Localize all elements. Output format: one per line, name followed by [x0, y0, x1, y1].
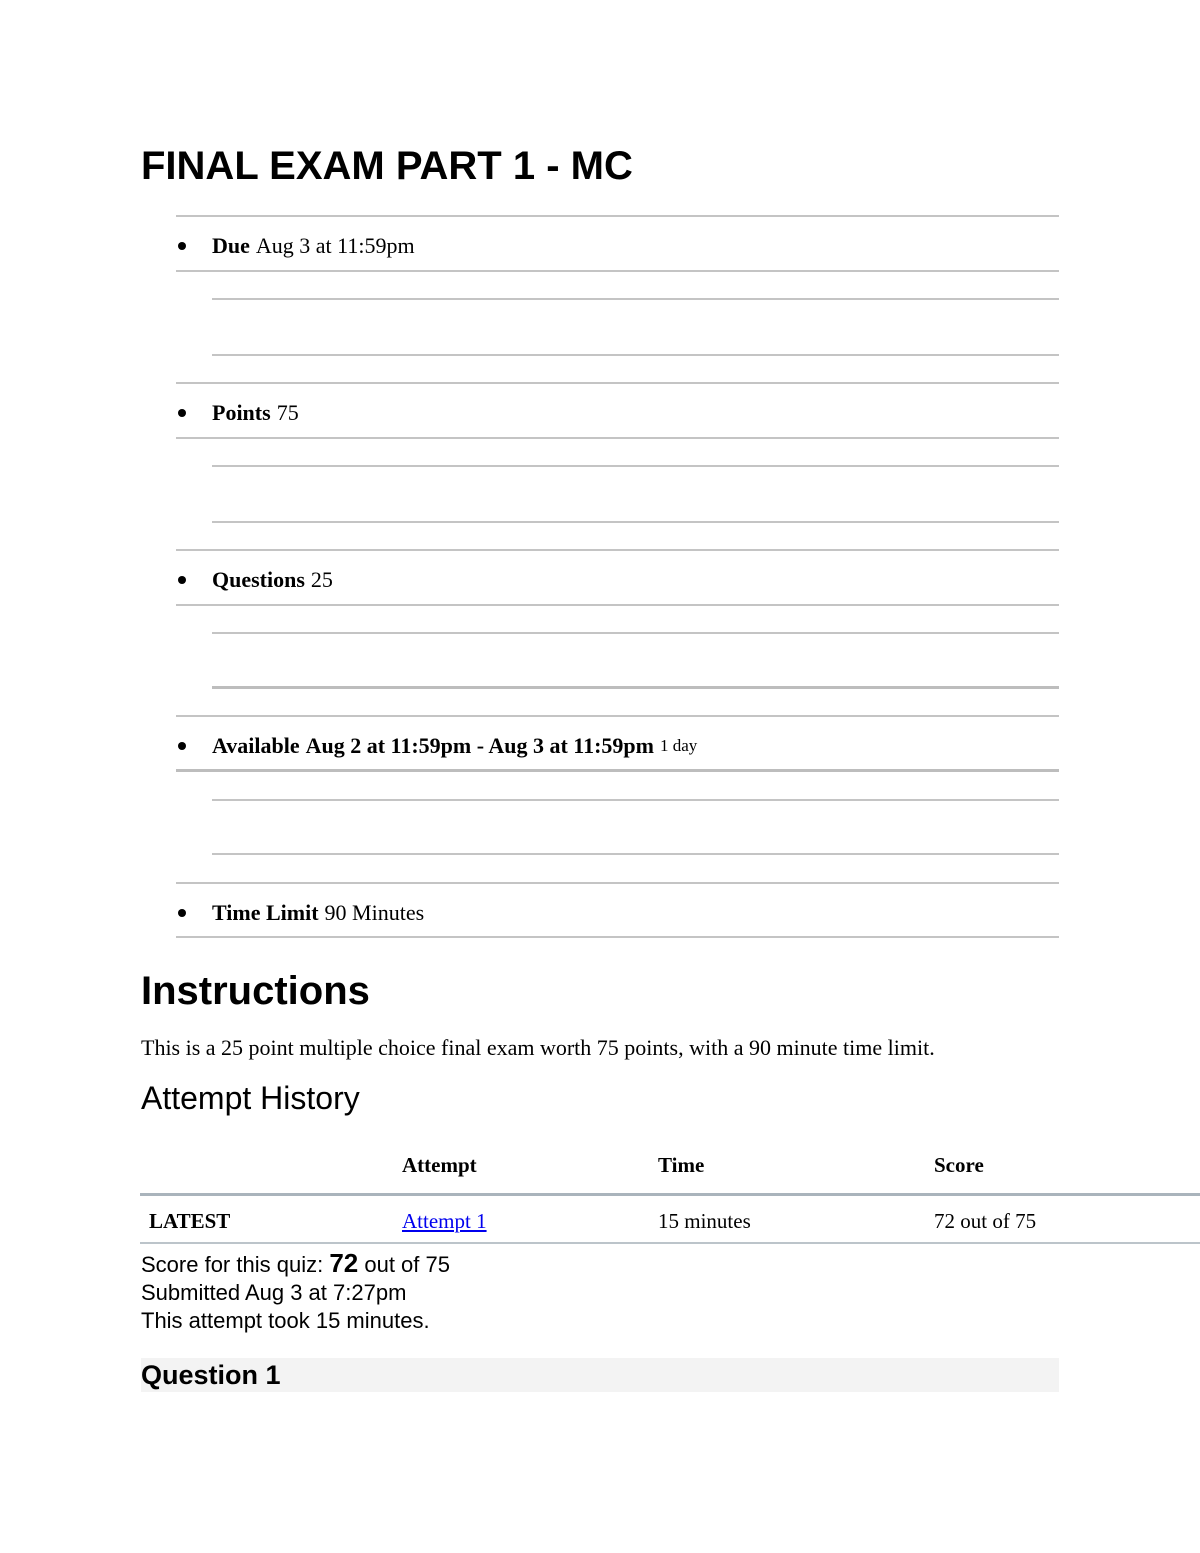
- divider: [212, 686, 1059, 689]
- detail-value: Aug 2 at 11:59pm - Aug 3 at 11:59pm: [305, 733, 654, 758]
- attempt-history-heading: Attempt History: [141, 1080, 360, 1116]
- detail-value: 25: [310, 567, 333, 592]
- divider: [212, 354, 1059, 356]
- column-header-score: Score: [934, 1153, 984, 1177]
- detail-available: [176, 726, 697, 766]
- divider: [176, 549, 1059, 551]
- attempt-1-link[interactable]: Attempt 1: [402, 1209, 487, 1233]
- bullet-icon: [178, 909, 186, 917]
- detail-due: [176, 226, 415, 266]
- score-line: [141, 1249, 450, 1279]
- divider: [176, 882, 1059, 884]
- bullet-icon: [178, 409, 186, 417]
- detail-value: 75: [276, 400, 299, 425]
- bullet-icon: [178, 242, 186, 250]
- detail-label: Available: [212, 733, 300, 758]
- latest-badge: LATEST: [149, 1209, 231, 1233]
- column-header-attempt: Attempt: [402, 1153, 477, 1177]
- divider: [176, 382, 1059, 384]
- detail-label: Due: [212, 233, 250, 258]
- divider: [176, 769, 1059, 772]
- question-header: [141, 1358, 1059, 1392]
- divider: [212, 465, 1059, 467]
- divider: [212, 853, 1059, 855]
- detail-value: 90 Minutes: [324, 900, 425, 925]
- detail-value: Aug 3 at 11:59pm: [255, 233, 415, 258]
- column-header-time: Time: [658, 1153, 705, 1177]
- divider: [176, 215, 1059, 217]
- score-suffix: out of 75: [358, 1252, 450, 1277]
- quiz-summary: [141, 1249, 450, 1335]
- score-cell: 72 out of 75: [934, 1209, 1037, 1233]
- attempt-cell: [402, 1206, 487, 1236]
- table-row-divider: [140, 1242, 1200, 1244]
- score-prefix: Score for this quiz:: [141, 1252, 330, 1277]
- instructions-heading: Instructions: [141, 969, 370, 1013]
- divider: [212, 799, 1059, 801]
- question-title: Question 1: [141, 1360, 281, 1390]
- detail-label: Points: [212, 400, 271, 425]
- detail-label: Time Limit: [212, 900, 319, 925]
- detail-duration: 1 day: [659, 736, 698, 755]
- divider: [176, 604, 1059, 606]
- divider: [176, 437, 1059, 439]
- divider: [212, 521, 1059, 523]
- detail-points: [176, 393, 299, 433]
- page-title: FINAL EXAM PART 1 - MC: [141, 144, 633, 188]
- divider: [176, 936, 1059, 938]
- instructions-text: This is a 25 point multiple choice final exam worth 75 points, with a 90 minute time limit.: [141, 1035, 935, 1060]
- divider: [212, 632, 1059, 634]
- divider: [212, 298, 1059, 300]
- submitted-line: Submitted Aug 3 at 7:27pm: [141, 1280, 407, 1305]
- divider: [176, 270, 1059, 272]
- table-header-divider: [140, 1193, 1200, 1196]
- score-value: 72: [329, 1248, 359, 1278]
- duration-line: This attempt took 15 minutes.: [141, 1308, 430, 1333]
- divider: [176, 715, 1059, 717]
- bullet-icon: [178, 742, 186, 750]
- detail-time-limit: [176, 893, 424, 933]
- bullet-icon: [178, 576, 186, 584]
- detail-label: Questions: [212, 567, 305, 592]
- detail-questions: [176, 560, 333, 600]
- time-cell: 15 minutes: [658, 1209, 751, 1233]
